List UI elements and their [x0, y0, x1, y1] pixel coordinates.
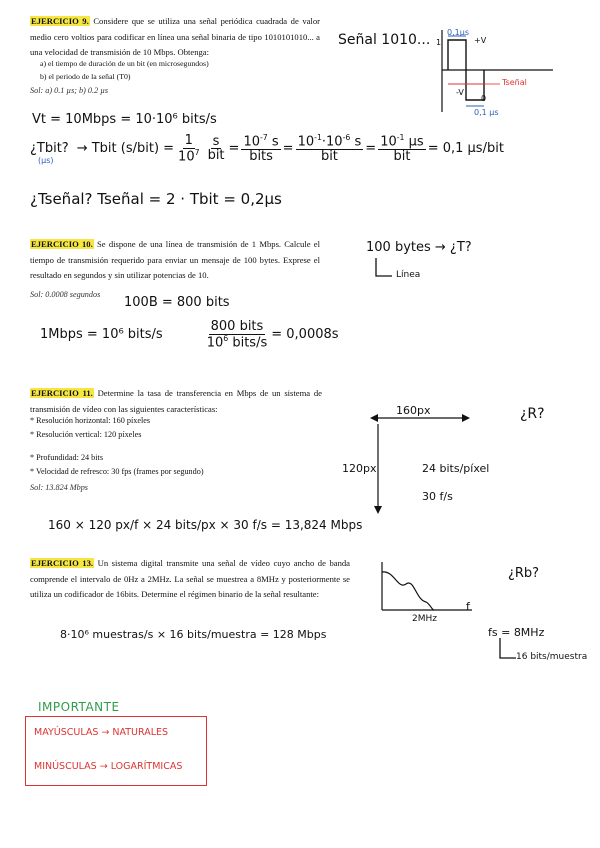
ex10-statement	[30, 237, 320, 284]
ex9-plot-bottom-label: 0,1 µs	[474, 108, 499, 117]
important-line-2: MINÚSCULAS → LOGARÍTMICAS	[34, 761, 183, 772]
ex9-tbit-row: ¿Tbit? → Tbit (s/bit) = $\frac{1}{10^7}$ $\frac{s}{\text{bit}}$ = $\frac{10^{-7} s}{\text{bits}}$ = $\frac{10^{-1}\cdot 10^{-6} s}{\text{bit}}$ = $\frac{10^{-1} \mu s}{\text{bit}}$ = 0,1 µs/bit	[30, 133, 504, 164]
ex11-label-fps: 30 f/s	[422, 490, 453, 503]
ex9-plot-t-label: Tseñal	[502, 78, 527, 87]
ex9-text: Considere que se utiliza una señal periódica cuadrada de valor medio cero voltios para codificar en línea una señal binaria de tipo 1010101010... a una velocidad de transmisión de 10 Mbps. Obtenga:	[30, 16, 320, 57]
ex11-label-h: 160px	[396, 404, 431, 417]
ex10-line-100b: 100B = 800 bits	[124, 295, 230, 310]
ex13-label-2mhz: 2MHz	[412, 614, 437, 624]
ex10-calc-row	[40, 320, 339, 350]
ex9-plot-zero: 0	[481, 94, 487, 103]
ex13-label-f: f	[466, 600, 470, 613]
ex10-line-result: = 0,0008s	[271, 327, 339, 343]
ex10-solution: Sol: 0.0008 segundos	[30, 290, 101, 299]
ex11-item-h: * Resolución horizontal: 160 píxeles	[30, 416, 151, 425]
ex11-solution: Sol: 13.824 Mbps	[30, 483, 88, 492]
ex9-frac-1: $\frac{1}{10^7}$	[178, 133, 200, 164]
ex9-solution: Sol: a) 0.1 µs; b) 0.2 µs	[30, 86, 109, 95]
ex9-plot-vneg: -V	[456, 88, 464, 97]
ex11-items-a	[30, 414, 150, 442]
ex10-arrow-corner	[374, 258, 394, 282]
ex11-item-v: * Resolución vertical: 120 píxeles	[30, 430, 142, 439]
ex10-title: EJERCICIO 10.	[31, 239, 93, 249]
ex9-frac-4: $\frac{10^{-1}\cdot 10^{-6} s}{\text{bit}}$	[297, 133, 362, 164]
ex9-tbit-unit: (µs)	[38, 156, 54, 165]
ex10-text: Se dispone de una línea de transmisión de 1 Mbps. Calcule el tiempo de transmisión requerido para enviar un mensaje de 100 bytes. Exprese el resultado en segundos y sin utilizar potencias de 10.	[30, 239, 320, 280]
ex9-line-tsenal: ¿Tseñal? Tseñal = 2 · Tbit = 0,2µs	[30, 190, 282, 208]
ex10-note-linea: Línea	[396, 270, 421, 280]
ex13-statement	[30, 556, 350, 603]
ex9-item-b: b) el periodo de la señal (T0)	[40, 72, 131, 81]
ex13-title: EJERCICIO 13.	[31, 558, 94, 568]
ex11-title: EJERCICIO 11.	[31, 388, 93, 398]
ex9-plot-one: 1	[436, 38, 442, 47]
ex13-label-rb: ¿Rb?	[508, 566, 540, 581]
ex9-frac-2: $\frac{s}{\text{bit}}$	[207, 133, 225, 164]
ex13-text: Un sistema digital transmite una señal de vídeo cuyo ancho de banda comprende el intervalo de 0Hz a 2MHz. La señal se muestrea a 8MHz y posteriormente se utiliza un codificador de 16bits. Determine el régimen binario de la señal resultante:	[30, 558, 350, 599]
ex9-tbit-result: = 0,1 µs/bit	[427, 141, 504, 157]
ex9-tbit-question: ¿Tbit?	[30, 141, 69, 157]
important-box	[25, 716, 207, 786]
ex10-line-rate: 1Mbps = 10⁶ bits/s	[40, 327, 163, 343]
ex11-resolution-sketch	[364, 402, 474, 518]
ex9-item-a: a) el tiempo de duración de un bit (en microsegundos)	[40, 59, 209, 68]
ex9-statement	[30, 14, 320, 61]
ex11-item-fps: * Velocidad de refresco: 30 fps (frames por segundo)	[30, 467, 204, 476]
ex13-arrow-corner	[498, 638, 518, 662]
important-line-1: MAYÚSCULAS → NATURALES	[34, 727, 169, 738]
ex10-note-bytes: 100 bytes → ¿T?	[366, 240, 472, 255]
ex9-plot-top-label: 0,1µs	[447, 28, 469, 37]
ex9-frac-3: $\frac{10^{-7} s}{\text{bits}}$	[243, 133, 279, 164]
ex9-plot-vpos: +V	[474, 36, 487, 45]
ex11-text: Determine la tasa de transferencia en Mbps de un sistema de transmisión de vídeo con las siguientes características:	[30, 388, 322, 414]
ex9-line-vt: Vt = 10Mbps = 10·10⁶ bits/s	[32, 112, 217, 127]
ex9-signal-label: Señal 1010...	[338, 32, 431, 48]
ex13-label-fs: fs = 8MHz	[488, 626, 545, 639]
ex11-item-depth: * Profundidad: 24 bits	[30, 453, 104, 462]
ex9-frac-5: $\frac{10^{-1} \mu s}{\text{bit}}$	[380, 133, 424, 164]
ex13-line-calc: 8·10⁶ muestras/s × 16 bits/muestra = 128 Mbps	[60, 628, 327, 641]
ex9-items	[40, 57, 209, 83]
ex11-statement	[30, 386, 322, 417]
important-title: IMPORTANTE	[38, 700, 120, 714]
ex9-title: EJERCICIO 9.	[31, 16, 89, 26]
ex9-square-wave-plot	[428, 22, 558, 122]
ex13-label-16: 16 bits/muestra	[516, 652, 588, 662]
ex11-label-r: ¿R?	[520, 406, 545, 422]
ex11-label-v: 120px	[342, 462, 377, 475]
ex10-frac: $\frac{\text{800 bits}}{10^6 bits/s}$	[206, 319, 268, 350]
ex9-tbit-eq: → Tbit (s/bit) =	[76, 141, 175, 157]
ex11-label-bits: 24 bits/píxel	[422, 462, 490, 475]
ex11-items-b	[30, 451, 204, 479]
ex11-line-calc: 160 × 120 px/f × 24 bits/px × 30 f/s = 13,824 Mbps	[48, 518, 363, 532]
